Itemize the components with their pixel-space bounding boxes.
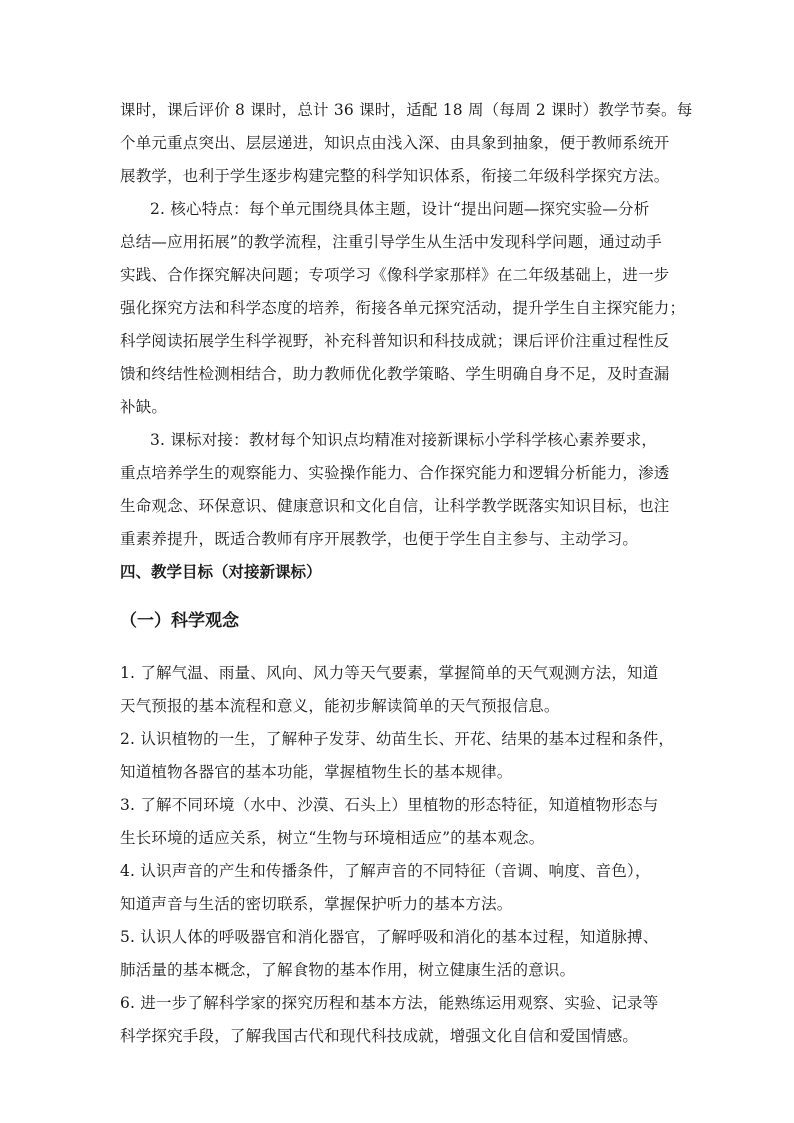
objective-3-line-2: 生长环境的适应关系，树立“生物与环境相适应”的基本观念。 <box>120 829 545 847</box>
point2-line-2: 总结—应用拓展”的教学流程，注重引导学生从生活中发现科学问题，通过动手 <box>120 233 662 251</box>
objective-6-line-2: 科学探究手段，了解我国古代和现代科技成就，增强文化自信和爱国情感。 <box>120 1027 639 1045</box>
intro-line-1: 课时，课后评价 8 课时，总计 36 课时，适配 18 周（每周 2 课时）教学节奏。每 <box>120 101 693 119</box>
point2-line-7: 补缺。 <box>120 398 168 416</box>
objective-5-line-1: 5. 认识人体的呼吸器官和消化器官，了解呼吸和消化的基本过程，知道脉搏、 <box>120 928 659 946</box>
point3-line-4: 重素养提升，既适合教师有序开展教学，也便于学生自主参与、主动学习。 <box>120 530 639 548</box>
intro-line-3: 展教学，也利于学生逐步构建完整的科学知识体系，衔接二年级科学探究方法。 <box>120 167 670 185</box>
point2-line-4: 强化探究方法和科学态度的培养，衔接各单元探究活动，提升学生自主探究能力； <box>120 299 686 317</box>
point2-line-1: 2. 核心特点：每个单元围绕具体主题，设计“提出问题—探究实验—分析 <box>150 200 650 218</box>
objective-3-line-1: 3. 了解不同环境（水中、沙漠、石头上）里植物的形态特征，知道植物形态与 <box>120 796 659 814</box>
objective-4-line-1: 4. 认识声音的产生和传播条件，了解声音的不同特征（音调、响度、音色）， <box>120 862 651 880</box>
point2-line-5: 科学阅读拓展学生科学视野，补充科普知识和科技成就；课后评价注重过程性反 <box>120 332 670 350</box>
point3-line-3: 生命观念、环保意识、健康意识和文化自信，让科学教学既落实知识目标，也注 <box>120 497 670 515</box>
objective-5-line-2: 肺活量的基本概念，了解食物的基本作用，树立健康生活的意识。 <box>120 961 576 979</box>
objective-6-line-1: 6. 进一步了解科学家的探究历程和基本方法，能熟练运用观察、实验、记录等 <box>120 994 659 1012</box>
objective-2-line-1: 2. 认识植物的一生，了解种子发芽、幼苗生长、开花、结果的基本过程和条件， <box>120 730 675 748</box>
point3-line-2: 重点培养学生的观察能力、实验操作能力、合作探究能力和逻辑分析能力，渗透 <box>120 464 670 482</box>
objective-4-line-2: 知道声音与生活的密切联系，掌握保护听力的基本方法。 <box>120 895 513 913</box>
objective-1-line-1: 1. 了解气温、雨量、风向、风力等天气要素，掌握简单的天气观测方法，知道 <box>120 664 659 682</box>
intro-line-2: 个单元重点突出、层层递进，知识点由浅入深、由具象到抽象，便于教师系统开 <box>120 134 670 152</box>
section-heading: 四、教学目标（对接新课标） <box>120 562 322 581</box>
point2-line-3: 实践、合作探究解决问题；专项学习《像科学家那样》在二年级基础上，进一步 <box>120 266 670 284</box>
point3-line-1: 3. 课标对接：教材每个知识点均精准对接新课标小学科学核心素养要求， <box>150 431 658 449</box>
objective-2-line-2: 知道植物各器官的基本功能，掌握植物生长的基本规律。 <box>120 763 513 781</box>
point2-line-6: 馈和终结性检测相结合，助力教师优化教学策略、学生明确自身不足，及时查漏 <box>120 365 670 383</box>
subsection-heading: （一）科学观念 <box>120 611 239 631</box>
objective-1-line-2: 天气预报的基本流程和意义，能初步解读简单的天气预报信息。 <box>120 697 560 715</box>
